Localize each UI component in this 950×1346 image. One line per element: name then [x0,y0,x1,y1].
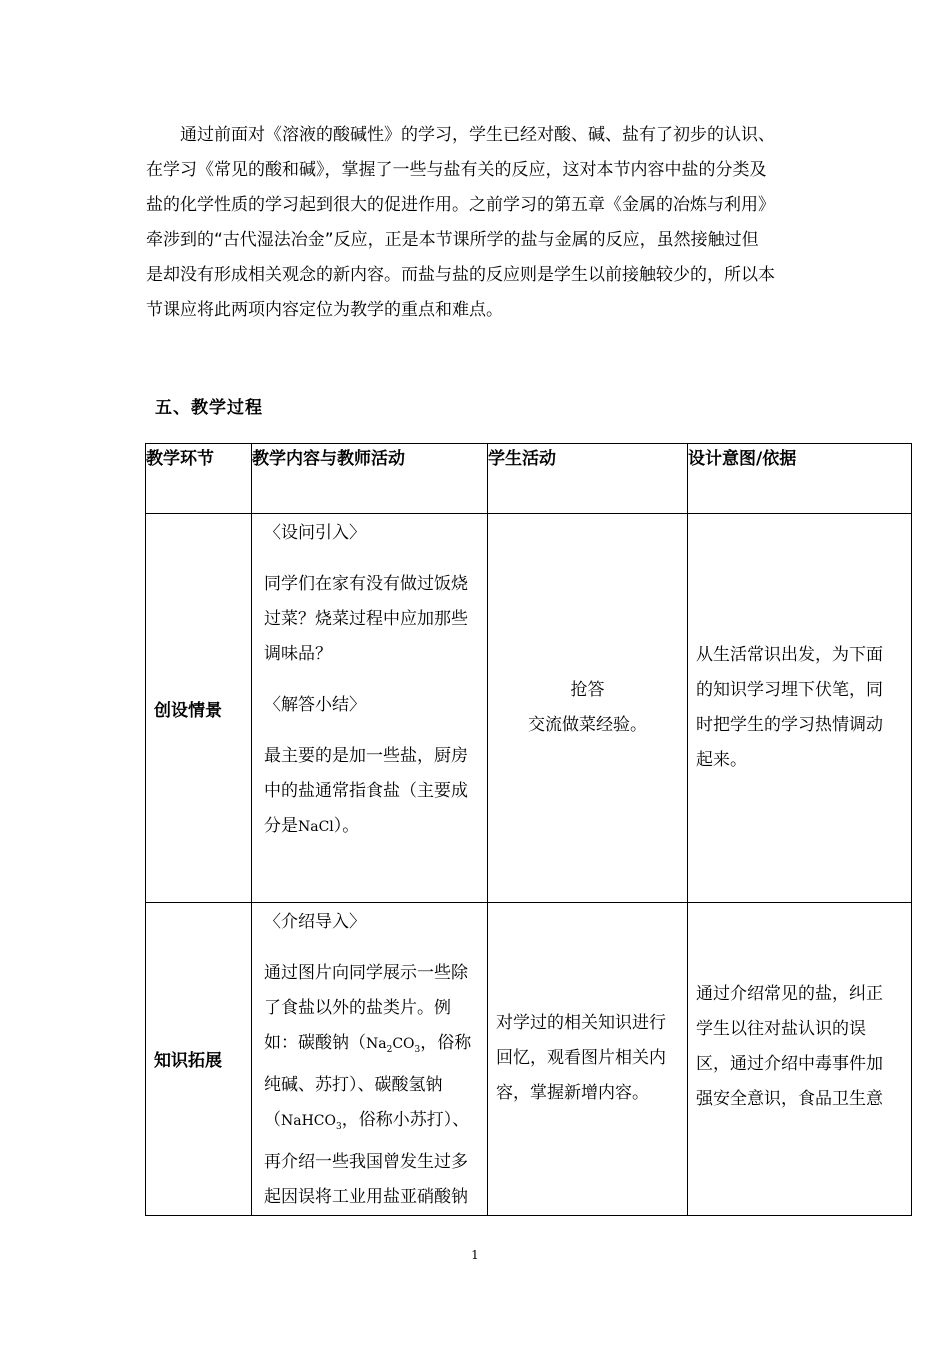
content-line: 纯碱、苏打）、碳酸氢钠 [264,1074,443,1095]
text: 如：碳酸钠（ [264,1033,366,1053]
content-line: 过菜？烧菜过程中应加那些 [264,609,468,629]
design-line: 通过介绍常见的盐，纠正 [696,984,883,1004]
content-line: 中的盐通常指食盐（主要成 [264,781,468,801]
student-line: 交流做菜经验。 [528,715,647,735]
content-line: 通过图片向同学展示一些除 [264,963,468,983]
section-title: 五、教学过程 [155,398,263,418]
chemical-formula [366,1036,421,1055]
intro-line: 是却没有形成相关观念的新内容。而盐与盐的反应则是学生以前接触较少的，所以本 [146,265,775,285]
design-cell [688,514,912,903]
content-line [264,1103,477,1145]
content-line [264,1026,477,1068]
intro-line: 在学习《常见的酸和碱》，掌握了一些与盐有关的反应，这对本节内容中盐的分类及 [146,160,767,180]
design-line: 强安全意识，食品卫生意 [696,1089,883,1109]
formula-subscript: 3 [414,1044,421,1055]
content-line: 调味品？ [264,644,332,664]
intro-line: 节课应将此两项内容定位为教学的重点和难点。 [146,300,503,320]
content-tag: 〈解答小结〉 [264,695,366,715]
text: ，俗称 [420,1033,472,1053]
chemical-formula: NaCl [298,819,334,835]
table-header-row [146,444,912,514]
intro-line: 通过前面对《溶液的酸碱性》的学习，学生已经对酸、碱、盐有了初步的认识、 [180,125,775,145]
formula-part: CO [392,1036,415,1052]
design-line: 学生以往对盐认识的误 [696,1019,866,1039]
formula-subscript: 3 [336,1121,342,1132]
stage-cell: 创设情景 [146,514,252,903]
student-line: 对学过的相关知识进行 [496,1013,666,1034]
intro-line: 牵涉到的“古代湿法冶金”反应，正是本节课所学的盐与金属的反应，虽然接触过但 [146,230,759,250]
content-line: 再介绍一些我国曾发生过多 [264,1151,468,1172]
content-line: 同学们在家有没有做过饭烧 [264,574,468,594]
text: 分是 [264,816,298,836]
chemical-formula [281,1112,342,1132]
header-content: 教学内容与教师活动 [252,444,488,514]
table-row [146,903,912,1216]
content-cell [252,514,488,903]
content-cell [252,903,488,1216]
formula-subscript: 2 [386,1044,393,1055]
intro-line: 盐的化学性质的学习起到很大的促进作用。之前学习的第五章《金属的冶炼与利用》 [146,195,775,215]
text: （ [264,1109,281,1130]
table-row [146,514,912,903]
teaching-process-table [145,443,912,1216]
student-line: 抢答 [570,680,605,700]
student-cell [488,514,688,903]
content-line [264,809,477,845]
formula-part: Na [366,1036,387,1052]
design-line: 时把学生的学习热情调动 [696,715,883,735]
content-tag: 〈设问引入〉 [264,523,366,543]
design-line: 从生活常识出发，为下面 [696,645,883,665]
content-line: 起因误将工业用盐亚硝酸钠 [264,1186,468,1207]
design-cell [688,903,912,1216]
intro-paragraph [146,118,806,328]
stage-cell: 知识拓展 [146,903,252,1216]
content-tag: 〈介绍导入〉 [264,912,366,932]
text: ）。 [333,816,360,836]
header-student: 学生活动 [488,444,688,514]
content-line: 了食盐以外的盐类片。例 [264,998,451,1018]
header-stage: 教学环节 [146,444,252,514]
student-cell [488,903,688,1216]
design-line: 区，通过介绍中毒事件加 [696,1054,883,1074]
text: ，俗称小苏打）、 [341,1109,470,1130]
student-line: 回忆，观看图片相关内 [496,1048,666,1069]
design-line: 起来。 [696,750,747,770]
header-design: 设计意图/依据 [688,444,912,514]
design-line: 的知识学习埋下伏笔，同 [696,680,883,700]
formula-part: NaHCO [281,1112,336,1129]
content-line: 最主要的是加一些盐，厨房 [264,746,468,766]
page-number: 1 [471,1248,479,1262]
student-line: 容，掌握新增内容。 [496,1083,649,1104]
